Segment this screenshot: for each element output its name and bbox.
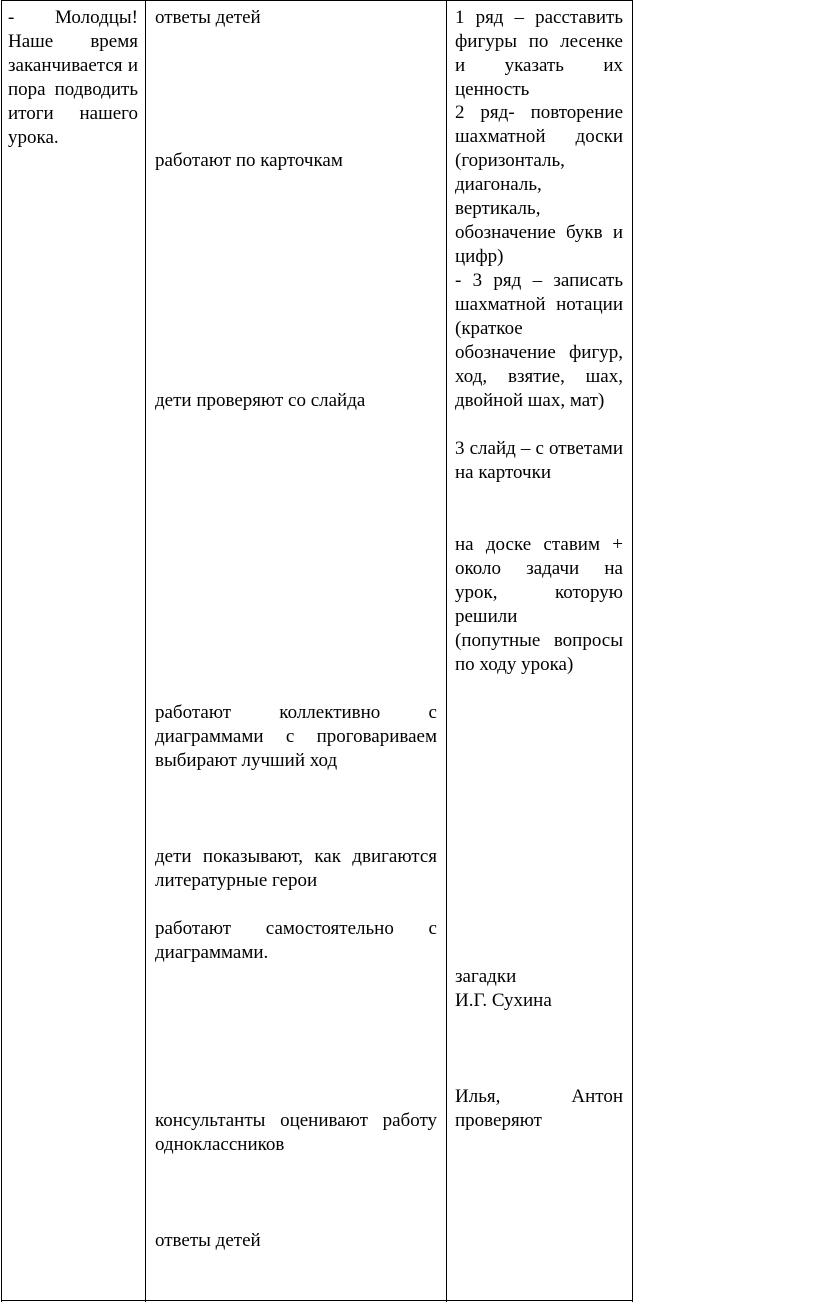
table-border-top	[1, 0, 633, 1]
activity-text: работают коллективно с диаграммами с проговариваем выбирают лучший ход	[155, 702, 437, 771]
notes-text: 3 слайд – с ответами на карточки	[455, 438, 623, 483]
notes-item	[455, 269, 623, 413]
notes-text: 1 ряд – расставить фигуры по лесенке и указать их ценность	[455, 7, 623, 100]
notes-text: (попутные вопросы по ходу урока)	[455, 630, 623, 675]
activity-text: ответы детей	[155, 1230, 261, 1251]
student-activity-item	[155, 1109, 437, 1157]
teacher-speech-text: - Молодцы! Наше время заканчивается и пора подводить итоги нашего урока.	[8, 7, 138, 148]
table-column-divider-2	[446, 0, 447, 1302]
student-activity-item	[155, 389, 437, 413]
table-border-right	[632, 0, 633, 1302]
notes-text: И.Г. Сухина	[455, 990, 552, 1011]
table-column-divider-1	[145, 0, 146, 1302]
activity-text: работают по карточкам	[155, 150, 343, 171]
notes-text: на доске ставим + около задачи на урок, которую решили	[455, 534, 623, 627]
student-activity-item	[155, 6, 437, 30]
student-activity-item	[155, 149, 437, 173]
notes-text: 2 ряд- повторение шахматной доски (горизонталь, диагональ, вертикаль, обозначение букв и цифр)	[455, 102, 623, 267]
activity-text: работают самостоятельно с диаграммами.	[155, 918, 437, 963]
notes-text: - 3 ряд – записать шахматной нотации (краткое обозначение фигур, ход, взятие, шах, двойной шах, мат)	[455, 270, 623, 411]
notes-item	[455, 533, 623, 629]
student-activity-item	[155, 1229, 437, 1253]
activity-text: ответы детей	[155, 7, 261, 28]
activity-text: дети проверяют со слайда	[155, 390, 366, 411]
student-activity-item	[155, 917, 437, 965]
student-activity-item	[155, 701, 437, 773]
notes-text: Илья, Антон проверяют	[455, 1086, 623, 1131]
notes-item	[455, 965, 623, 989]
notes-item	[455, 6, 623, 102]
notes-item	[455, 989, 623, 1013]
notes-text: загадки	[455, 966, 517, 987]
teacher-speech-cell	[8, 6, 138, 150]
notes-item	[455, 1085, 623, 1133]
activity-text: консультанты оценивают работу одноклассников	[155, 1110, 437, 1155]
table-border-left	[1, 0, 2, 1302]
student-activity-item	[155, 845, 437, 893]
table-border-bottom	[1, 1300, 633, 1301]
activity-text: дети показывают, как двигаются литературные герои	[155, 846, 437, 891]
notes-item	[455, 437, 623, 485]
notes-item	[455, 629, 623, 677]
notes-item	[455, 101, 623, 269]
